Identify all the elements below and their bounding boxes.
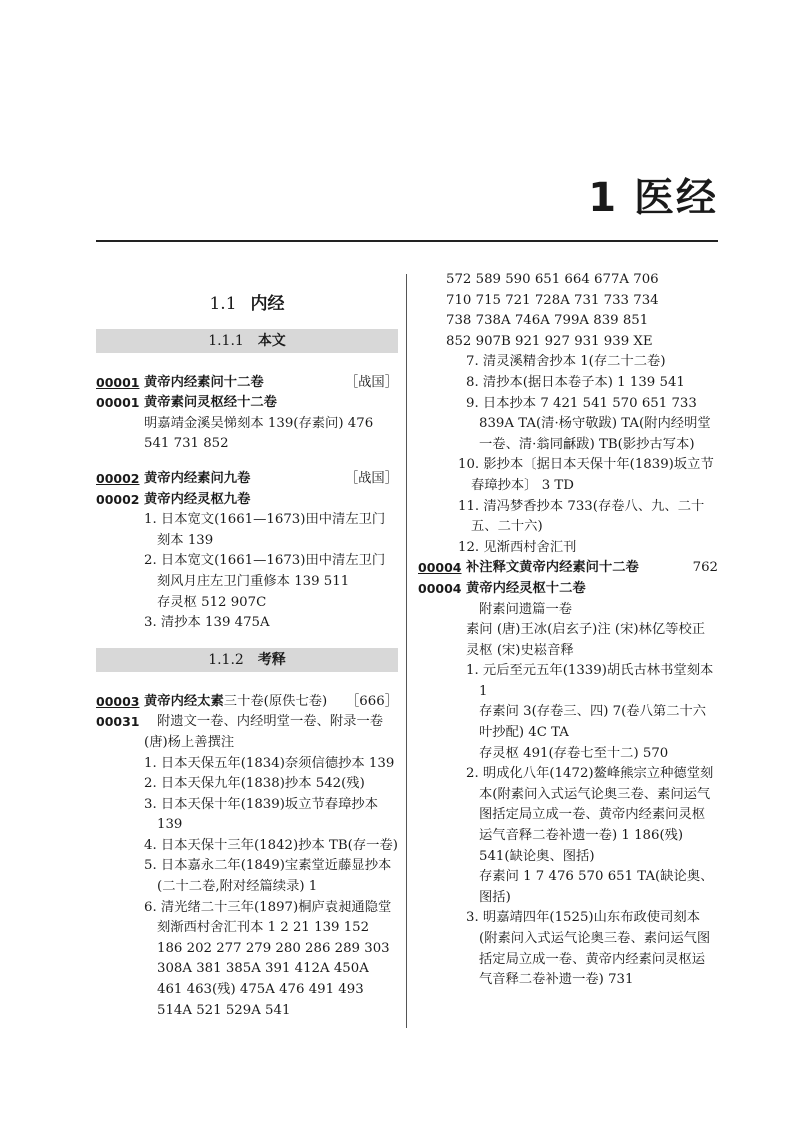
entry-volumes: 三十卷(原佚七卷) <box>223 693 328 709</box>
edition-item: 10. 影抄本〔据日本天保十年(1839)坂立节春璋抄本〕 3 TD <box>458 457 714 493</box>
entry-subid: 00031 <box>96 714 140 730</box>
holding-numbers: 738 738A 746A 799A 839 851 <box>446 313 649 329</box>
entry-ids <box>96 692 140 733</box>
entry-title: 黄帝内经素问九卷 <box>144 470 251 486</box>
entry-title: 黄帝内经太素 <box>144 693 224 709</box>
entry-ids <box>418 558 462 599</box>
edition-holding: 存灵枢 491(存卷七至十二) 570 <box>479 745 669 761</box>
edition-item: 8. 清抄本(据日本卷子本) 1 139 541 <box>466 374 685 390</box>
entry-subtitle: 黄帝内经灵枢十二卷 <box>466 580 586 596</box>
entry-subtitle: 黄帝内经灵枢九卷 <box>144 491 251 507</box>
entry-era: ［666］ <box>346 693 398 709</box>
edition-item: 2. 日本天保九年(1838)抄本 542(残) <box>144 776 365 792</box>
entry-id: 00002 <box>96 470 140 486</box>
entry-subid: 00004 <box>418 580 462 596</box>
subsection-title: 考释 <box>257 651 286 668</box>
edition-item: 1. 日本宽文(1661—1673)田中清左卫门刻本 139 <box>144 512 386 548</box>
entry-appendix: 附遗文一卷、内经明堂一卷、附录一卷 <box>157 714 384 730</box>
edition-item: 1. 元后至元五年(1339)胡氏古林书堂刻本 1 <box>466 663 714 699</box>
edition-holding: 存灵枢 512 907C <box>157 594 267 610</box>
edition-holding: 存素问 1 7 476 570 651 TA(缺论奥、图括) <box>479 869 714 905</box>
entry-title-row <box>144 373 398 394</box>
edition-item: 12. 见渐西村舍汇刊 <box>458 539 577 555</box>
left-column <box>96 270 398 1035</box>
catalog-entry <box>96 692 398 1022</box>
edition-item: 3. 明嘉靖四年(1525)山东布政使司刻本(附素问入式运气论奥三卷、素问运气图括定局立成一卷、黄帝内经素问灵枢运气音释二卷补遗一卷) 731 <box>466 910 711 988</box>
subsection-heading <box>96 329 398 353</box>
entry-author: (唐)杨上善撰注 <box>144 734 235 750</box>
edition-line: 明嘉靖金溪吴悌刻本 139(存素问) 476 <box>144 415 374 431</box>
entry-ids <box>96 373 140 414</box>
edition-item: 2. 明成化八年(1472)鳌峰熊宗立种德堂刻本(附素问入式运气论奥三卷、素问运气图括定局立成一卷、黄帝内经素问灵枢运气音释二卷补遗一卷) 1 186(残) 541(缺论奥、图括) <box>466 766 714 864</box>
entry-appendix: 附素问遗篇一卷 <box>479 601 573 617</box>
chapter-title: 1 医经 <box>588 175 718 221</box>
entry-era: ［战国］ <box>344 374 398 390</box>
entry-author: 素问 (唐)王冰(启玄子)注 (宋)林亿等校正 <box>466 622 706 638</box>
catalog-entry <box>96 373 398 455</box>
edition-item: 5. 日本嘉永二年(1849)宝素堂近藤显抄本(二十二卷,附对经篇续录) 1 <box>144 858 392 895</box>
entry-author: 灵枢 (宋)史崧音释 <box>466 642 574 658</box>
entry-subid: 00002 <box>96 491 140 507</box>
entry-era: 762 <box>692 560 718 576</box>
subsection-title: 本文 <box>257 332 286 349</box>
edition-item: 7. 清灵溪精舍抄本 1(存二十二卷) <box>466 354 666 370</box>
entry-subtitle: 黄帝素问灵枢经十二卷 <box>144 395 277 411</box>
entry-id: 00001 <box>96 374 140 390</box>
entry-title-row <box>144 692 398 713</box>
entry-title-row <box>466 558 718 579</box>
edition-item: 3. 日本天保十年(1839)坂立节春璋抄本 139 <box>144 796 378 833</box>
holding-numbers: 710 715 721 728A 731 733 734 <box>446 292 659 308</box>
holding-numbers: 572 589 590 651 664 677A 706 <box>446 272 659 287</box>
edition-item: 1. 日本天保五年(1834)奈须信德抄本 139 <box>144 755 395 771</box>
edition-item: 6. 清光绪二十三年(1897)桐庐袁昶通隐堂刻渐西村舍汇刊本 1 2 21 139 152 186 202 277 279 280 286 289 303 308A 381 385A 391 412A 450A 461 463(残) 475A 476 491 493 514A 521 529A 541 <box>144 899 392 1018</box>
right-column <box>418 270 718 1005</box>
entry-id: 00004 <box>418 560 462 576</box>
section-heading <box>96 294 398 315</box>
subsection-number: 1.1.2 <box>208 651 244 668</box>
edition-item: 11. 清冯梦香抄本 733(存卷八、九、二十五、二十六) <box>458 498 705 535</box>
holding-numbers: 852 907B 921 927 931 939 XE <box>446 333 653 349</box>
entry-id: 00003 <box>96 693 140 709</box>
entry-ids <box>96 469 140 510</box>
edition-item: 3. 清抄本 139 475A <box>144 615 270 631</box>
entry-title: 黄帝内经素问十二卷 <box>144 374 264 390</box>
edition-item: 9. 日本抄本 7 421 541 570 651 733 839A TA(清·杨守敬跋) TA(附内经明堂一卷、清·翁同龢跋) TB(影抄古写本) <box>466 395 711 452</box>
edition-holding: 存素问 3(存卷三、四) 7(卷八第二十六叶抄配) 4C TA <box>479 704 707 741</box>
entry-era: ［战国］ <box>344 470 398 486</box>
edition-line: 541 731 852 <box>144 436 229 452</box>
entry-title-row <box>144 469 398 490</box>
edition-item: 4. 日本天保十三年(1842)抄本 TB(存一卷) <box>144 837 398 853</box>
section-number: 1.1 <box>209 294 237 314</box>
column-divider <box>406 274 407 1028</box>
catalog-entry <box>96 469 398 634</box>
header-rule <box>96 240 718 242</box>
entry-subid: 00001 <box>96 395 140 411</box>
section-title: 内经 <box>250 294 285 314</box>
edition-item: 2. 日本宽文(1661—1673)田中清左卫门刻风月庄左卫门重修本 139 511 <box>144 553 386 589</box>
entry-title: 补注释文黄帝内经素问十二卷 <box>466 560 639 576</box>
subsection-heading <box>96 648 398 672</box>
catalog-entry <box>418 558 718 990</box>
subsection-number: 1.1.1 <box>208 332 244 349</box>
